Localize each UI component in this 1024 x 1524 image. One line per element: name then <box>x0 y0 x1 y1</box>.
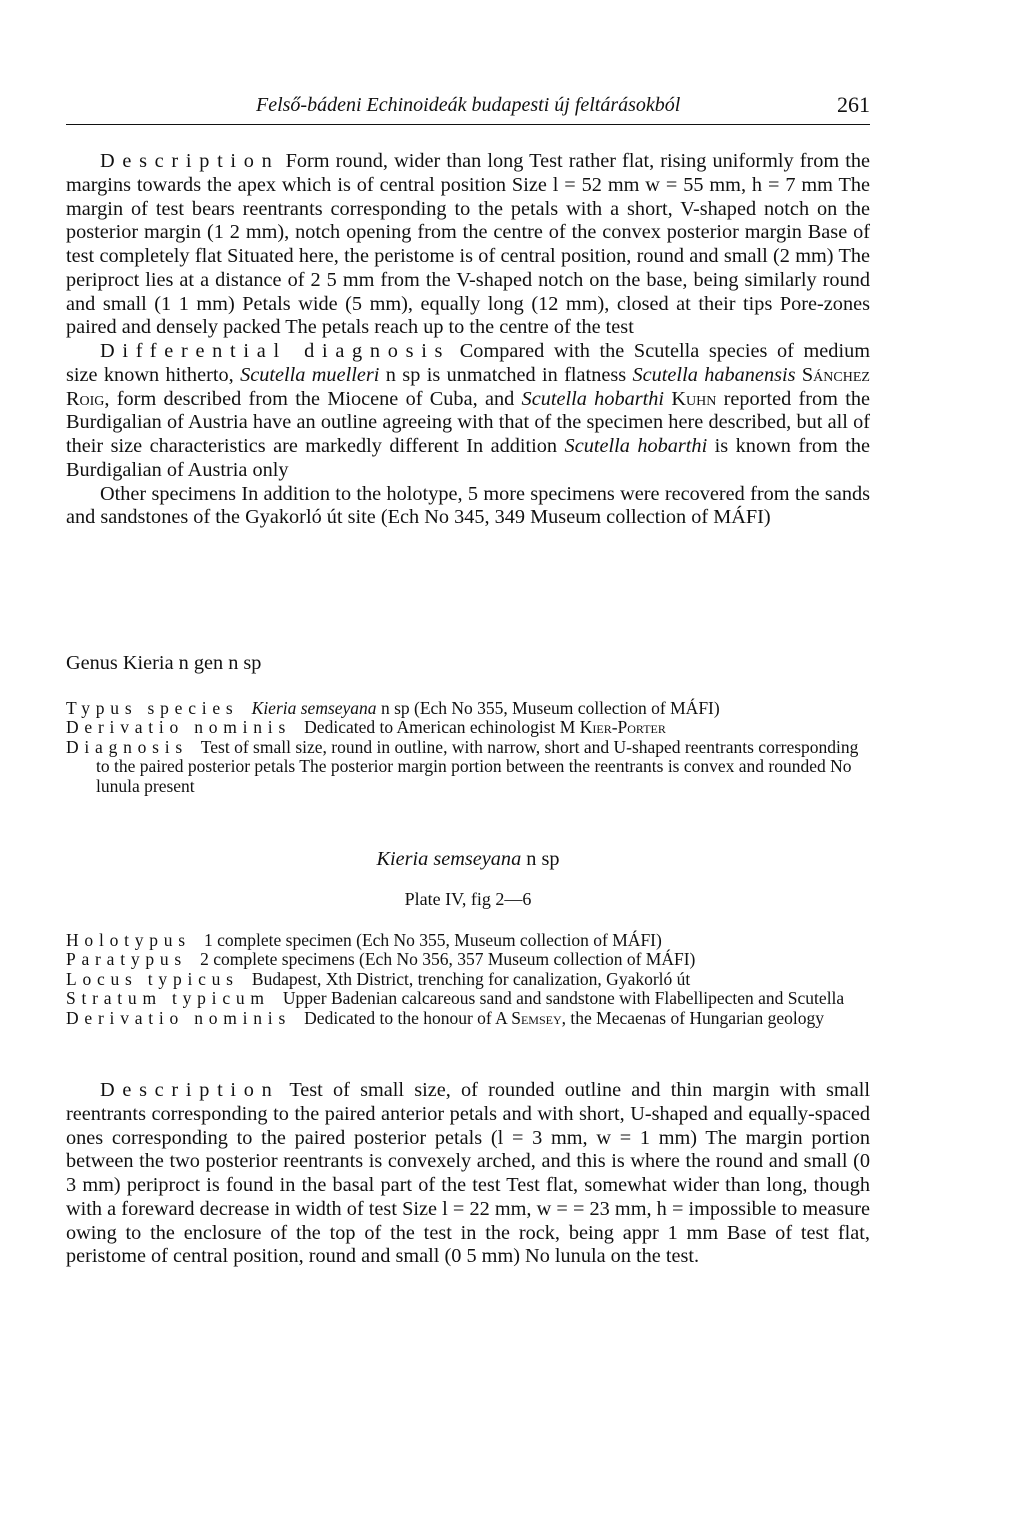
author-name: Sánchez Roig <box>66 363 870 410</box>
species-name: Kieria semseyana <box>251 698 377 718</box>
running-title: Felső-bádeni Echinoideák budapesti új feltárásokból <box>256 94 681 116</box>
species-derivatio-text-2: , the Mecaenas of Hungarian geology <box>561 1007 825 1028</box>
diff-text-1: Compared with the Scutella species of medium size known hitherto, <box>66 340 871 386</box>
other-specimens-paragraph <box>66 483 870 531</box>
diff-text-4: reported from the Burdigalian of Austria have an outline agreeing with that of the specimen here described, but all of their size characteristics are markedly different In addition <box>66 387 871 457</box>
differential-diagnosis-label: Differential diagnosis <box>100 340 451 362</box>
genus-details <box>66 699 870 796</box>
other-specimens-text: In addition to the holotype, 5 more specimens were recovered from the sands and sandstones of the Gyakorló út site (Ech No 345, 349 Museum collection of MÁFI) <box>66 482 870 529</box>
locus-typicus-label: Locus typicus <box>66 968 239 989</box>
species-description-label: Description <box>100 1079 280 1101</box>
derivatio-nominis-line <box>66 718 870 737</box>
species-title <box>66 848 870 871</box>
paratypus-line <box>66 950 870 969</box>
description-section <box>66 150 870 530</box>
stratum-typicum-text: Upper Badenian calcareous sand and sandstone with Flabellipecten and Scutella <box>282 988 845 1009</box>
running-head <box>66 92 870 122</box>
species-name: Scutella hobarthi <box>521 387 665 410</box>
description-paragraph <box>66 150 870 340</box>
species-derivatio-text-1: Dedicated to the honour of A <box>304 1007 507 1028</box>
species-description-paragraph <box>66 1079 870 1269</box>
species-name: Scutella muelleri <box>240 363 380 386</box>
diagnosis-text: Test of small size, round in outline, with narrow, short and U-shaped reentrants corresponding to the paired posterior petals The posterior margin portion between the reentrants is convex and rounded No lunula present <box>96 736 859 796</box>
species-name: Scutella hobarthi <box>564 435 708 457</box>
holotypus-text: 1 complete specimen (Ech No 355, Museum collection of MÁFI) <box>204 930 662 950</box>
diagnosis-line <box>66 738 870 796</box>
species-title-name: Kieria semseyana <box>376 848 522 870</box>
paratypus-label: Paratypus <box>66 949 187 970</box>
holotypus-line <box>66 931 870 950</box>
derivatio-nominis-label: Derivatio nominis <box>66 717 292 738</box>
species-details <box>66 931 870 1028</box>
page-number: 261 <box>837 92 870 117</box>
typus-species-text: n sp (Ech No 355, Museum collection of MÁFI) <box>380 698 720 718</box>
diff-text-5: is known from the Burdigalian of Austria only <box>66 435 870 481</box>
species-derivatio-label: Derivatio nominis <box>66 1007 292 1028</box>
description-label: Description <box>100 150 280 172</box>
differential-diagnosis-paragraph <box>66 340 870 483</box>
paratypus-text: 2 complete specimens (Ech No 356, 357 Museum collection of MÁFI) <box>200 949 696 970</box>
author-name: Kuhn <box>671 387 717 410</box>
derivatio-nominis-text: Dedicated to American echinologist M <box>304 717 576 738</box>
holotypus-label: Holotypus <box>66 930 191 950</box>
species-derivatio-line <box>66 1009 870 1028</box>
diff-text-3: , form described from the Miocene of Cuba, and <box>104 387 515 410</box>
locus-typicus-text: Budapest, Xth District, trenching for canalization, Gyakorló út <box>251 968 691 989</box>
stratum-typicum-label: Stratum typicum <box>66 988 270 1009</box>
species-description-text: Test of small size, of rounded outline and thin margin with small reentrants corresponding to the paired anterior petals and with short, U-shaped and equally-spaced ones corresponding to the paired posterior petals (l = 3 mm, w = 1 mm) The margin portion between the two posterior reentrants is convexely arched, and this is where the round and small (0 3 mm) periproct is found in the basal part of the test Test flat, somewhat wider than long, though with a foreward decrease in width of test Size l = 22 mm, w = = 23 mm, h = impossible to measure owing to the enclosure of the top of the test in the rock, being appr 1 mm Base of test flat, peristome of central position, round and small (0 5 mm) No lunula on the test. <box>66 1079 870 1268</box>
typus-species-label: Typus species <box>66 698 239 718</box>
genus-heading: Genus Kieria n gen n sp <box>66 652 262 674</box>
species-name: Scutella habanensis <box>632 363 796 386</box>
diagnosis-label: Diagnosis <box>66 736 188 757</box>
stratum-typicum-line <box>66 989 870 1008</box>
description-text: Form round, wider than long Test rather flat, rising uniformly from the margins towards the apex which is of central position Size l = 52 mm w = 55 mm, h = 7 mm The margin of test bears reentrants corresponding to the petals with a short, V-shaped notch on the posterior margin (1 2 mm), notch opening from the centre of the convex posterior margin Base of test completely flat Situated here, the peristome is of central position, round and small (2 mm) The periproct lies at a distance of 2 5 mm from the V-shaped notch on the base, being similarly round and small (1 1 mm) Petals wide (5 mm), equally long (12 mm), closed at their tips Pore-zones paired and densely packed The petals reach up to the centre of the test <box>66 150 870 339</box>
plate-reference: Plate IV, fig 2—6 <box>404 889 532 909</box>
other-specimens-label: Other specimens <box>100 482 236 505</box>
species-title-suffix: n sp <box>526 848 560 870</box>
person-name: Semsey <box>511 1007 562 1028</box>
locus-typicus-line <box>66 970 870 989</box>
typus-species-line <box>66 699 870 718</box>
header-rule <box>66 124 870 125</box>
diff-text-2: n sp is unmatched in flatness <box>385 363 627 386</box>
person-name: Kier-Porter <box>579 717 666 738</box>
species-description-section <box>66 1079 870 1269</box>
